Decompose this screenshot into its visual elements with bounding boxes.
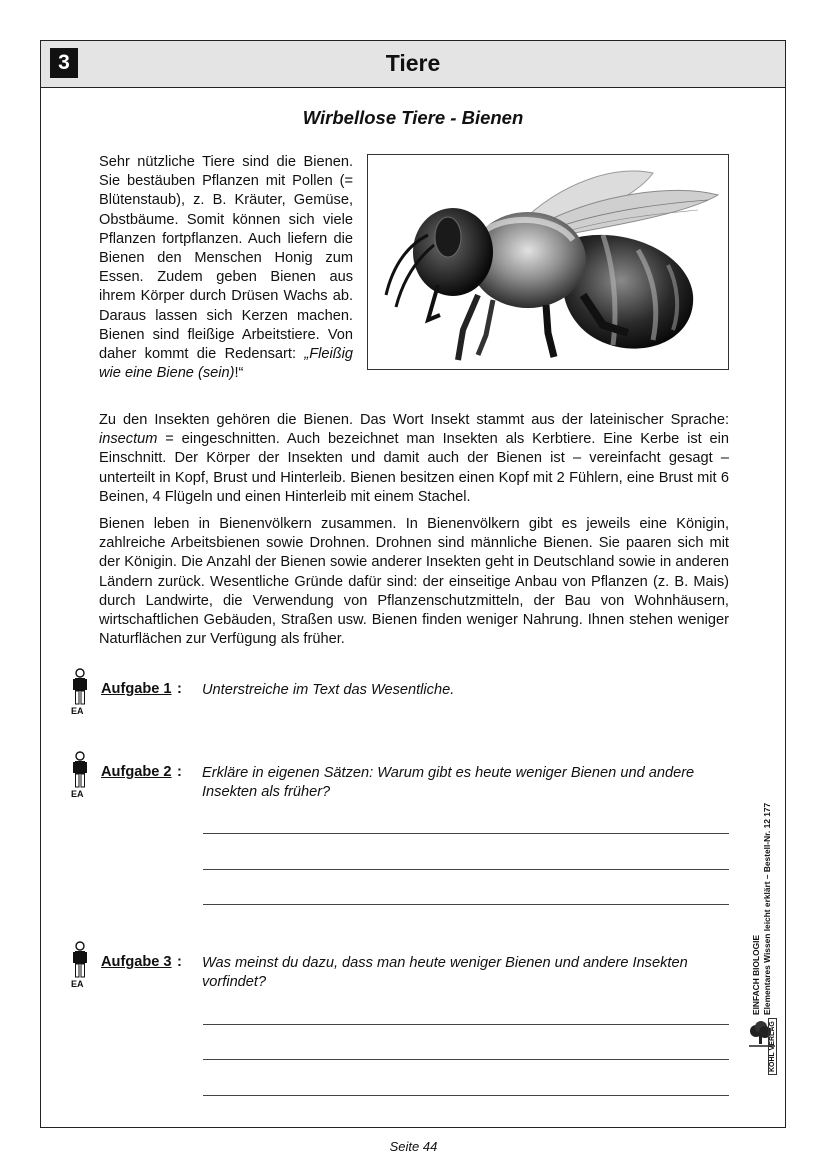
worksheet-header [41, 41, 785, 88]
bee-illustration [368, 155, 729, 370]
task-label: Aufgabe 1 [101, 681, 172, 697]
task-text: Unterstreiche im Text das Wesentliche. [202, 682, 455, 698]
page-title: Tiere [385, 50, 441, 76]
bee-image [367, 154, 729, 370]
task-colon: : [177, 681, 182, 697]
task-colon: : [177, 764, 182, 780]
standing-person-icon [70, 751, 90, 797]
section-subtitle: Wirbellose Tiere - Bienen [302, 107, 524, 128]
answer-line[interactable] [203, 1024, 729, 1025]
imprint-order: Elementares Wissen leicht erklärt – Bestell-Nr. 12 177 [762, 802, 772, 1015]
answer-line[interactable] [203, 1059, 729, 1060]
publisher-name: KOHL VERLAG [768, 1018, 777, 1075]
worksheet-frame [40, 40, 786, 1128]
ea-badge: EA [71, 706, 84, 716]
task-label: Aufgabe 3 [101, 954, 172, 970]
ea-badge: EA [71, 789, 84, 799]
sidebar-imprint [747, 754, 783, 1092]
task-text: Erkläre in eigenen Sätzen: Warum gibt es heute weniger Bienen und andere Insekten als früher? [202, 765, 695, 800]
intro-quote-end: !“ [234, 365, 244, 382]
latin-word: insectum [99, 431, 158, 448]
para2-before: Zu den Insekten gehören die Bienen. Das Wort Insekt stammt aus der lateinischer Sprache: [99, 412, 729, 428]
intro-text: Sehr nützliche Tiere sind die Bienen. Sie bestäuben Pflanzen mit Pollen (= Blütenstaub), z. B. Kräuter, Gemüse, Obstbäume. Somit können sich viele Pflanzen fortpflanzen. Auch liefern die Bienen den Menschen Honig zum Essen. Zudem geben Bienen aus ihrem Körper durch Drüsen Wachs ab. Daraus lassen sich Kerzen machen. Bienen sind fleißige Arbeitstiere. Von daher kommt die Redensart: [99, 154, 353, 363]
task-text: Was meinst du dazu, dass man heute weniger Bienen und andere Insekten vorfindet? [202, 955, 688, 990]
answer-line[interactable] [203, 904, 729, 905]
intro-quote: „Fleißig wie eine Biene (sein) [99, 346, 353, 382]
body-paragraph-insects [99, 411, 729, 507]
imprint-series: EINFACH BIOLOGIE [751, 934, 761, 1015]
task-colon: : [177, 954, 182, 970]
answer-line[interactable] [203, 1095, 729, 1096]
para2-after: = eingeschnitten. Auch bezeichnet man Insekten als Kerbtiere. Eine Kerbe ist ein Einschnitt. Der Körper der Insekten und damit auch der Bienen ist – vereinfacht gesagt – unterteilt in Kopf, Brust und Hinterleib. Bienen besitzen einen Kopf mit 2 Fühlern, eine Brust mit 6 Beinen, 4 Flügeln und einen Hinterleib mit einem Stachel. [99, 431, 729, 505]
answer-line[interactable] [203, 833, 729, 834]
page-number: Seite 44 [389, 1139, 438, 1154]
imprint-text [751, 803, 773, 1015]
answer-line[interactable] [203, 869, 729, 870]
intro-paragraph [99, 153, 353, 383]
chapter-number: 3 [50, 48, 78, 78]
body-paragraph-colonies: Bienen leben in Bienenvölkern zusammen. In Bienenvölkern gibt es jeweils eine Königin, zahlreiche Arbeitsbienen sowie Drohnen. Drohnen sind männliche Bienen. Sie paaren sich mit der Königin. Die Anzahl der Bienen sowie anderer Insekten geht in Deutschland sowie in anderen Ländern zurück. Wesentliche Gründe dafür sind: der einseitige Anbau von Pflanzen (z. B. Mais) durch Landwirte, die Verwendung von Pflanzenschutzmitteln, der Bau von Wohnhäusern, wirtschaftlichen Gebäuden, Straßen usw. Bienen finden weniger Nahrung. Ihnen stehen weniger Naturflächen zur Verfügung als früher. [99, 516, 729, 648]
ea-badge: EA [71, 979, 84, 989]
task-label: Aufgabe 2 [101, 764, 172, 780]
standing-person-icon [70, 668, 90, 714]
standing-person-icon [70, 941, 90, 987]
